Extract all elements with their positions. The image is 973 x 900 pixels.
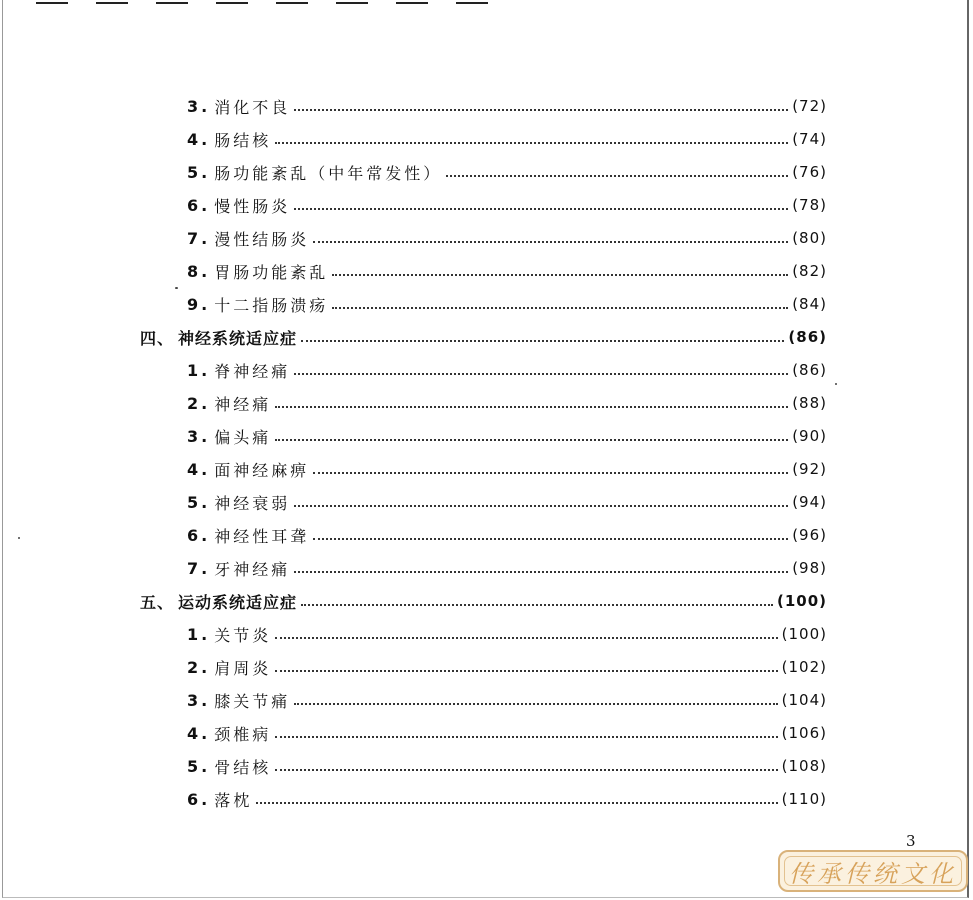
section-title: 神经系统适应症 — [178, 328, 298, 348]
entry-page: (106) — [781, 724, 827, 742]
entry-title: 偏头痛 — [214, 427, 272, 447]
dot-leader — [301, 340, 784, 342]
entry-page: (74) — [792, 130, 827, 148]
dot-leader — [256, 802, 777, 804]
entry-title: 面神经麻痹 — [214, 460, 310, 480]
entry-page: (110) — [781, 790, 827, 808]
entry-number: 3. — [187, 426, 211, 446]
dash-mark — [336, 2, 368, 4]
entry-number: 5. — [187, 492, 211, 512]
dot-leader — [301, 604, 773, 606]
toc-entry — [187, 486, 827, 518]
entry-title: 肠功能紊乱（中年常发性） — [214, 163, 443, 183]
dot-leader — [275, 736, 777, 738]
dot-leader — [294, 373, 788, 375]
entry-page: (108) — [781, 757, 827, 775]
dot-leader — [294, 505, 788, 507]
entry-page: (88) — [792, 394, 827, 412]
entry-number: 4. — [187, 459, 211, 479]
dot-leader — [446, 175, 788, 177]
dash-mark — [36, 2, 68, 4]
dash-mark — [396, 2, 428, 4]
entry-page: (90) — [792, 427, 827, 445]
dash-mark — [276, 2, 308, 4]
toc-entry — [187, 519, 827, 551]
dot-leader — [294, 208, 788, 210]
entry-number: 7. — [187, 558, 211, 578]
entry-title: 神经性耳聋 — [214, 526, 310, 546]
toc-entry — [187, 354, 827, 386]
entry-number: 5. — [187, 162, 211, 182]
toc-entry — [187, 90, 827, 122]
entry-number: 5. — [187, 756, 211, 776]
entry-number: 6. — [187, 525, 211, 545]
dot-leader — [275, 406, 788, 408]
entry-page: (84) — [792, 295, 827, 313]
section-page: (86) — [788, 328, 827, 346]
page-number: 3 — [906, 832, 916, 850]
top-dash-marks — [36, 2, 488, 4]
entry-number: 4. — [187, 129, 211, 149]
entry-number: 8. — [187, 261, 211, 281]
dot-leader — [332, 307, 788, 309]
toc-entry — [187, 651, 827, 683]
toc-entry — [187, 552, 827, 584]
entry-title: 神经衰弱 — [214, 493, 291, 513]
section-number: 四、 — [140, 328, 175, 348]
dot-leader — [275, 769, 777, 771]
dot-leader — [313, 241, 788, 243]
entry-page: (72) — [792, 97, 827, 115]
entry-page: (80) — [792, 229, 827, 247]
toc-entry — [187, 750, 827, 782]
toc-section — [140, 321, 827, 353]
entry-page: (96) — [792, 526, 827, 544]
entry-page: (94) — [792, 493, 827, 511]
entry-title: 漫性结肠炎 — [214, 229, 310, 249]
entry-title: 骨结核 — [214, 757, 272, 777]
toc-entry — [187, 453, 827, 485]
scan-speck — [175, 287, 178, 289]
entry-page: (76) — [792, 163, 827, 181]
entry-title: 膝关节痛 — [214, 691, 291, 711]
entry-number: 2. — [187, 657, 211, 677]
dash-mark — [156, 2, 188, 4]
toc-entry — [187, 387, 827, 419]
dot-leader — [294, 109, 788, 111]
toc-entry — [187, 189, 827, 221]
dot-leader — [332, 274, 788, 276]
dot-leader — [275, 142, 788, 144]
entry-title: 肠结核 — [214, 130, 272, 150]
dot-leader — [294, 703, 777, 705]
toc-entry — [187, 684, 827, 716]
scan-speck — [835, 383, 837, 385]
dot-leader — [275, 439, 788, 441]
entry-title: 颈椎病 — [214, 724, 272, 744]
scan-speck — [18, 537, 20, 539]
section-page: (100) — [776, 592, 827, 610]
watermark-stamp — [778, 850, 968, 892]
entry-title: 落枕 — [214, 790, 253, 810]
entry-page: (92) — [792, 460, 827, 478]
toc-entry — [187, 123, 827, 155]
toc-entry — [187, 717, 827, 749]
entry-page: (104) — [781, 691, 827, 709]
section-title: 运动系统适应症 — [178, 592, 298, 612]
section-number: 五、 — [140, 592, 175, 612]
entry-title: 十二指肠溃疡 — [214, 295, 329, 315]
entry-page: (86) — [792, 361, 827, 379]
entry-title: 肩周炎 — [214, 658, 272, 678]
dot-leader — [313, 538, 788, 540]
dot-leader — [294, 571, 788, 573]
entry-title: 消化不良 — [214, 97, 291, 117]
entry-page: (102) — [781, 658, 827, 676]
entry-number: 1. — [187, 360, 211, 380]
toc-entry — [187, 156, 827, 188]
entry-number: 4. — [187, 723, 211, 743]
watermark-text: 传承传统文化 — [789, 859, 957, 888]
toc-section — [140, 585, 827, 617]
entry-title: 胃肠功能紊乱 — [214, 262, 329, 282]
entry-number: 6. — [187, 789, 211, 809]
entry-title: 脊神经痛 — [214, 361, 291, 381]
entry-page: (98) — [792, 559, 827, 577]
toc-entry — [187, 618, 827, 650]
entry-number: 7. — [187, 228, 211, 248]
entry-page: (78) — [792, 196, 827, 214]
toc-entry — [187, 783, 827, 815]
entry-number: 1. — [187, 624, 211, 644]
entry-number: 2. — [187, 393, 211, 413]
entry-title: 慢性肠炎 — [214, 196, 291, 216]
entry-title: 牙神经痛 — [214, 559, 291, 579]
toc-entry — [187, 288, 827, 320]
entry-number: 9. — [187, 294, 211, 314]
entry-page: (100) — [781, 625, 827, 643]
entry-title: 关节炎 — [214, 625, 272, 645]
dot-leader — [275, 670, 777, 672]
entry-number: 3. — [187, 96, 211, 116]
toc-entry — [187, 222, 827, 254]
toc-entry — [187, 255, 827, 287]
entry-number: 6. — [187, 195, 211, 215]
dash-mark — [96, 2, 128, 4]
dot-leader — [313, 472, 788, 474]
dash-mark — [216, 2, 248, 4]
entry-title: 神经痛 — [214, 394, 272, 414]
dot-leader — [275, 637, 777, 639]
dash-mark — [456, 2, 488, 4]
toc-entry — [187, 420, 827, 452]
entry-number: 3. — [187, 690, 211, 710]
entry-page: (82) — [792, 262, 827, 280]
